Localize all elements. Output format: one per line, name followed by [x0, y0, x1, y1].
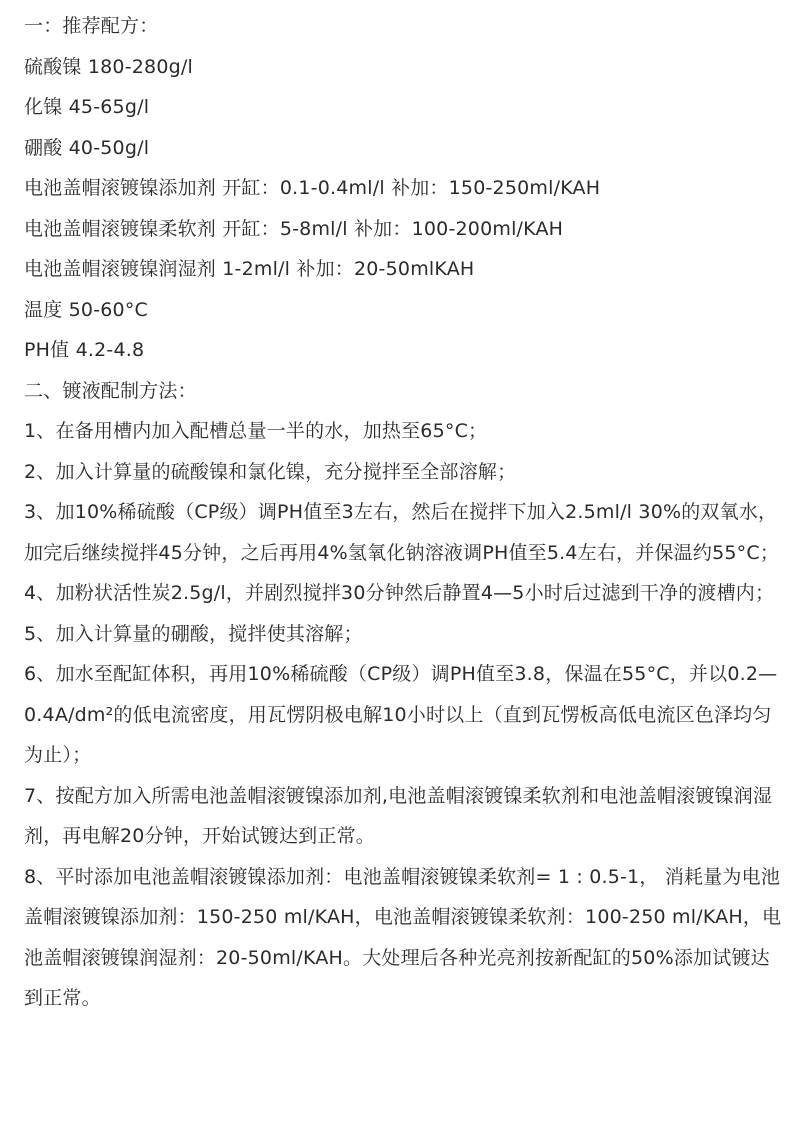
formula-line-temperature: 温度 50-60°C: [24, 298, 149, 321]
formula-line-ph: PH值 4.2-4.8: [24, 339, 145, 361]
section1-heading: 一：推荐配方：: [24, 15, 159, 37]
section2-heading: 二、镀液配制方法：: [24, 379, 197, 402]
step-8: 8、平时添加电池盖帽滚镀镍添加剂：电池盖帽滚镀镍柔软剂= 1 : 0.5-1， 消耗量为电池盖帽滚镀镍添加剂：150-250 ml/KAH，电池盖帽滚镀镍柔软剂：100-250 ml/KAH，电池盖帽滚镀镍润湿剂：20-50ml/KAH。大处理后各种光亮剂按新配缸的50%添加试镀达到正常。: [24, 865, 782, 1009]
step-7: 7、按配方加入所需电池盖帽滚镀镍添加剂,电池盖帽滚镀镍柔软剂和电池盖帽滚镀镍润湿剂，再电解20分钟，开始试镀达到正常。: [24, 784, 773, 847]
document-body: [24, 6, 784, 1019]
step-2: 2、加入计算量的硫酸镍和氯化镍，充分搅拌至全部溶解；: [24, 460, 517, 483]
formula-line-additive: 电池盖帽滚镀镍添加剂 开缸：0.1-0.4ml/l 补加：150-250ml/KAH: [24, 177, 601, 199]
formula-line-softener: 电池盖帽滚镀镍柔软剂 开缸：5-8ml/l 补加：100-200ml/KAH: [24, 217, 564, 240]
step-4: 4、加粉状活性炭2.5g/l，并剧烈搅拌30分钟然后静置4—5小时后过滤到干净的渡槽内；: [24, 582, 775, 604]
step-3: 3、加10%稀硫酸（CP级）调PH值至3左右，然后在搅拌下加入2.5ml/l 30%的双氧水，加完后继续搅拌45分钟，之后再用4%氢氧化钠溶液调PH值至5.4左右，并保温约55°C；: [24, 501, 780, 564]
formula-line-nickel-chloride: 化镍 45-65g/l: [24, 96, 150, 118]
formula-line-boric-acid: 硼酸 40-50g/l: [24, 136, 150, 159]
step-6: 6、加水至配缸体积，再用10%稀硫酸（CP级）调PH值至3.8，保温在55°C，并以0.2—0.4A/dm²的低电流密度，用瓦愣阴极电解10小时以上（直到瓦愣板高低电流区色泽均匀为止）；: [24, 663, 778, 766]
formula-line-wetting-agent: 电池盖帽滚镀镍润湿剂 1-2ml/l 补加：20-50mlKAH: [24, 258, 475, 280]
formula-line-nickel-sulfate: 硫酸镍 180-280g/l: [24, 55, 193, 78]
step-1: 1、在备用槽内加入配槽总量一半的水，加热至65°C；: [24, 420, 488, 442]
step-5: 5、加入计算量的硼酸，搅拌使其溶解；: [24, 622, 363, 645]
